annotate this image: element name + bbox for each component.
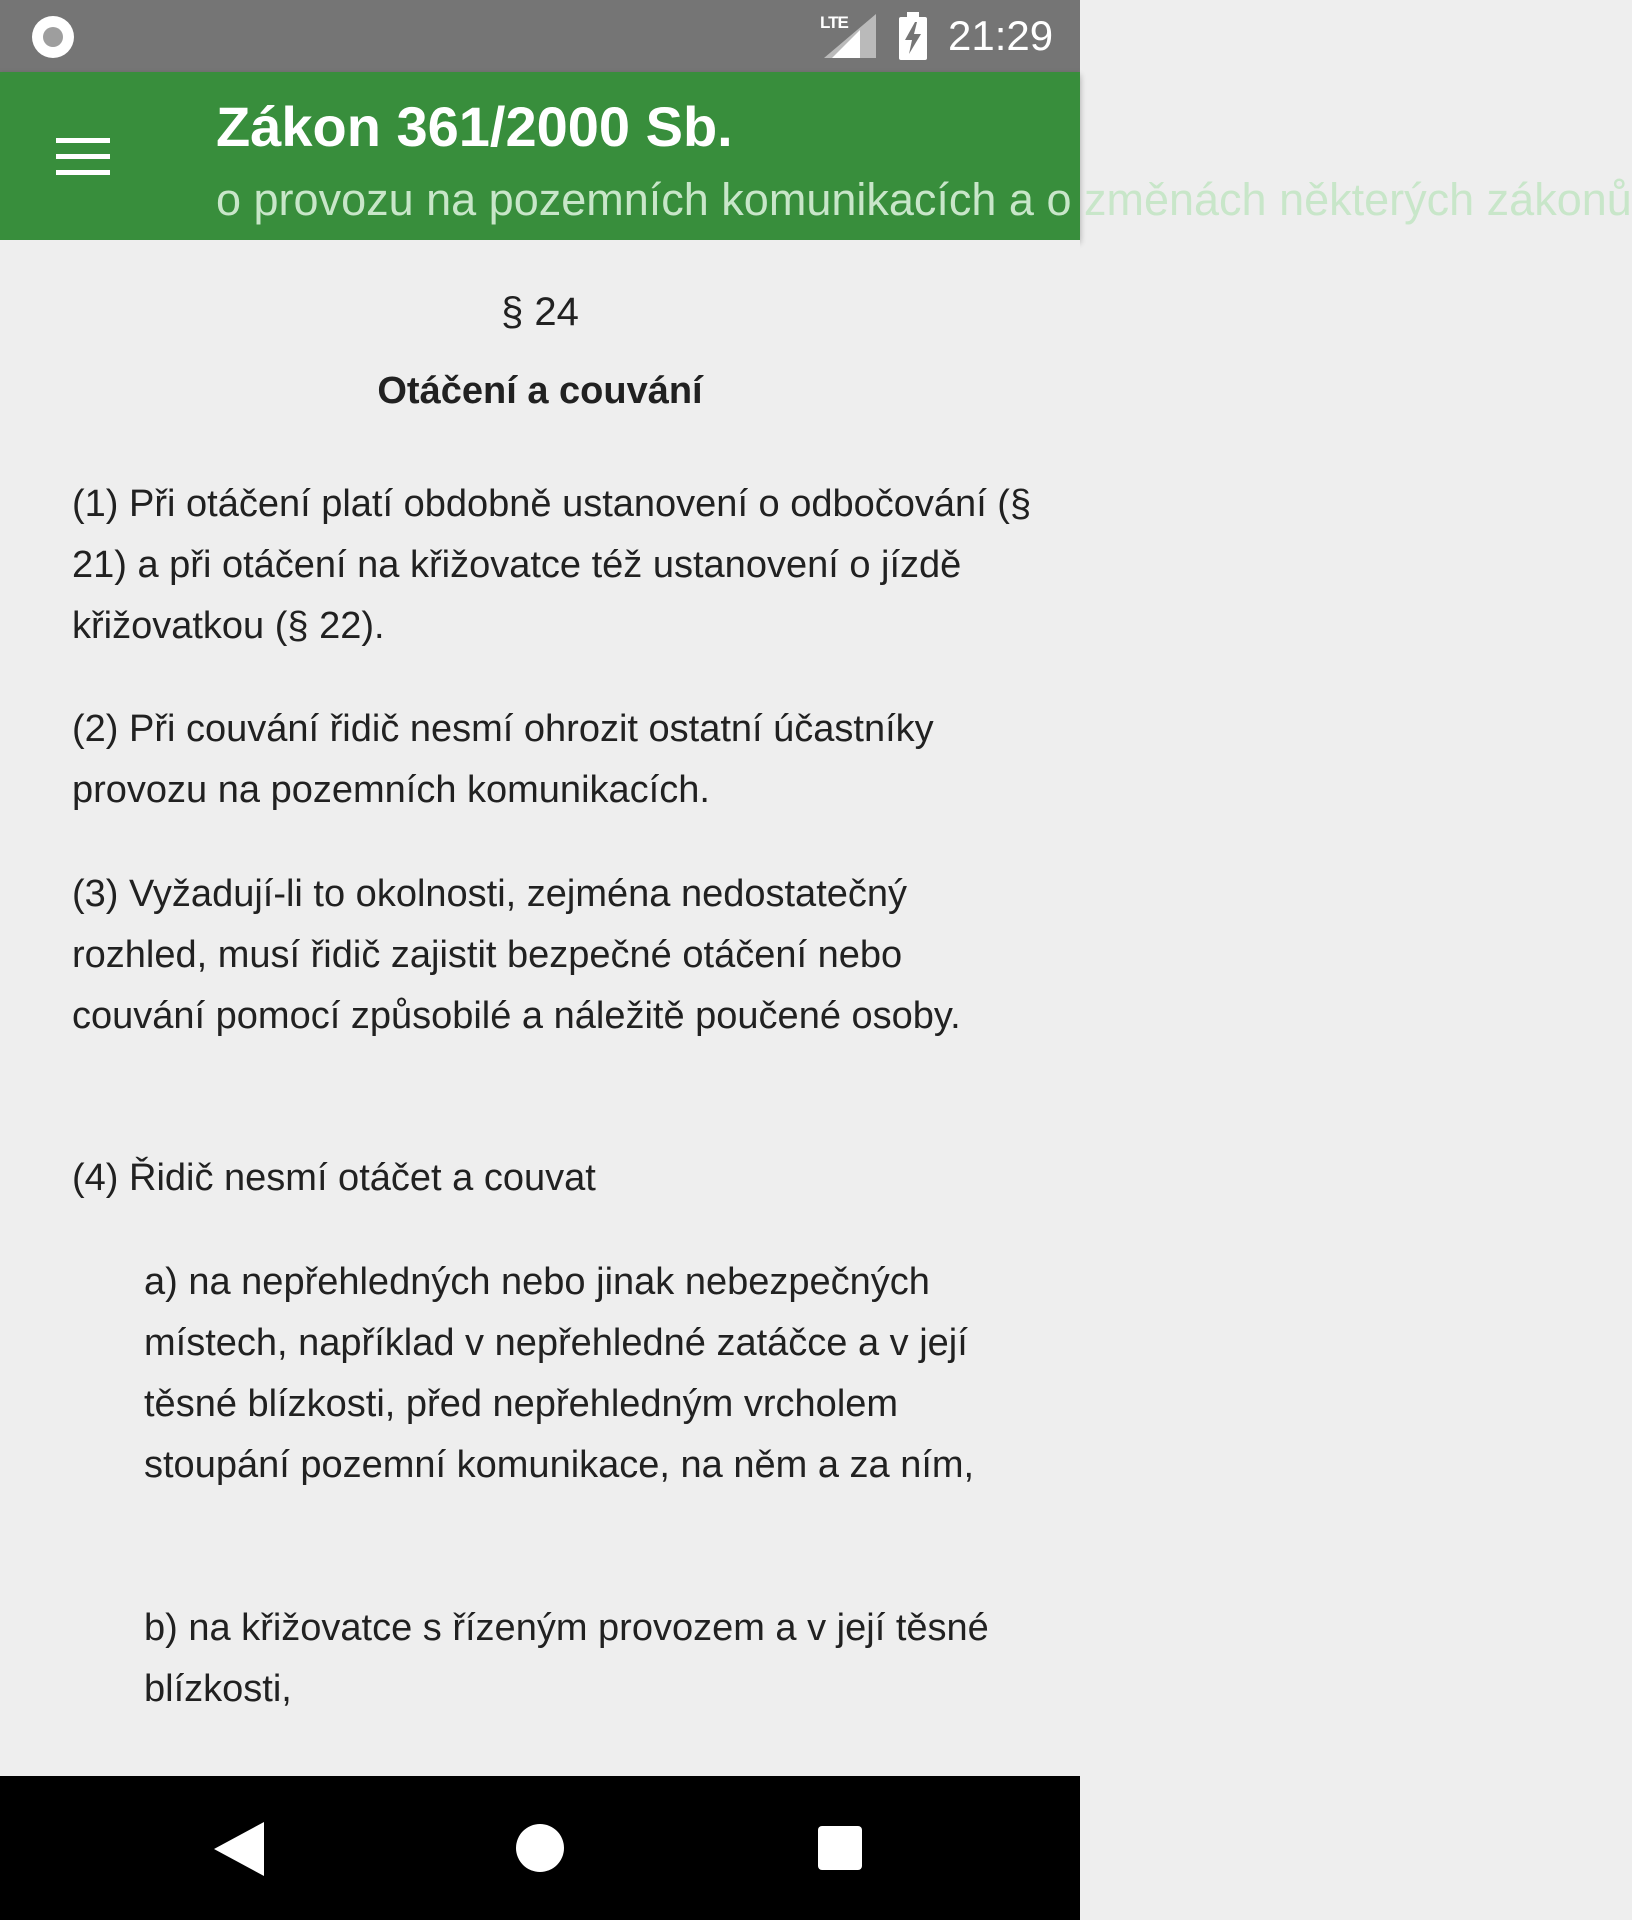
app-bar bbox=[0, 72, 1632, 240]
paragraph-1: (1) Při otáčení platí obdobně ustanovení o odbočování (§ 21) a při otáčení na křižovatce též ustanovení o jízdě křižovatkou (§ 22). bbox=[72, 483, 1032, 647]
signal-icon bbox=[820, 14, 876, 58]
law-content[interactable] bbox=[0, 240, 1080, 1776]
recents-square-icon[interactable] bbox=[818, 1826, 862, 1870]
paragraph-4: (4) Řidič nesmí otáčet a couvat bbox=[72, 1157, 596, 1199]
section-number: § 24 bbox=[501, 290, 579, 334]
status-time: 21:29 bbox=[948, 12, 1054, 59]
page-title: Zákon 361/2000 Sb. bbox=[216, 95, 733, 158]
paragraph-3: (3) Vyžadují-li to okolnosti, zejména nedostatečný rozhled, musí řidič zajistit bezpečné otáčení nebo couvání pomocí způsobilé a náležitě poučené osoby. bbox=[72, 873, 961, 1037]
navigation-bar bbox=[0, 1776, 1080, 1920]
paragraph-2: (2) Při couvání řidič nesmí ohrozit ostatní účastníky provozu na pozemních komunikacích. bbox=[72, 708, 934, 811]
battery-charging-icon bbox=[898, 12, 928, 60]
network-type-label: LTE bbox=[820, 13, 848, 32]
back-triangle-icon[interactable] bbox=[214, 1822, 264, 1876]
section-title: Otáčení a couvání bbox=[377, 370, 703, 412]
hamburger-menu-icon[interactable] bbox=[44, 122, 124, 192]
status-bar bbox=[0, 0, 1080, 72]
page-subtitle: o provozu na pozemních komunikacích a o změnách některých zákonů bbox=[216, 174, 1632, 225]
notification-icon bbox=[32, 16, 74, 58]
subparagraph-b: b) na křižovatce s řízeným provozem a v její těsné blízkosti, bbox=[144, 1607, 989, 1710]
home-circle-icon[interactable] bbox=[516, 1824, 564, 1872]
subparagraph-a: a) na nepřehledných nebo jinak nebezpečných místech, například v nepřehledné zatáčce a v její těsné blízkosti, před nepřehledným vrcholem stoupání pozemní komunikace, na něm a za ním, bbox=[144, 1261, 975, 1486]
